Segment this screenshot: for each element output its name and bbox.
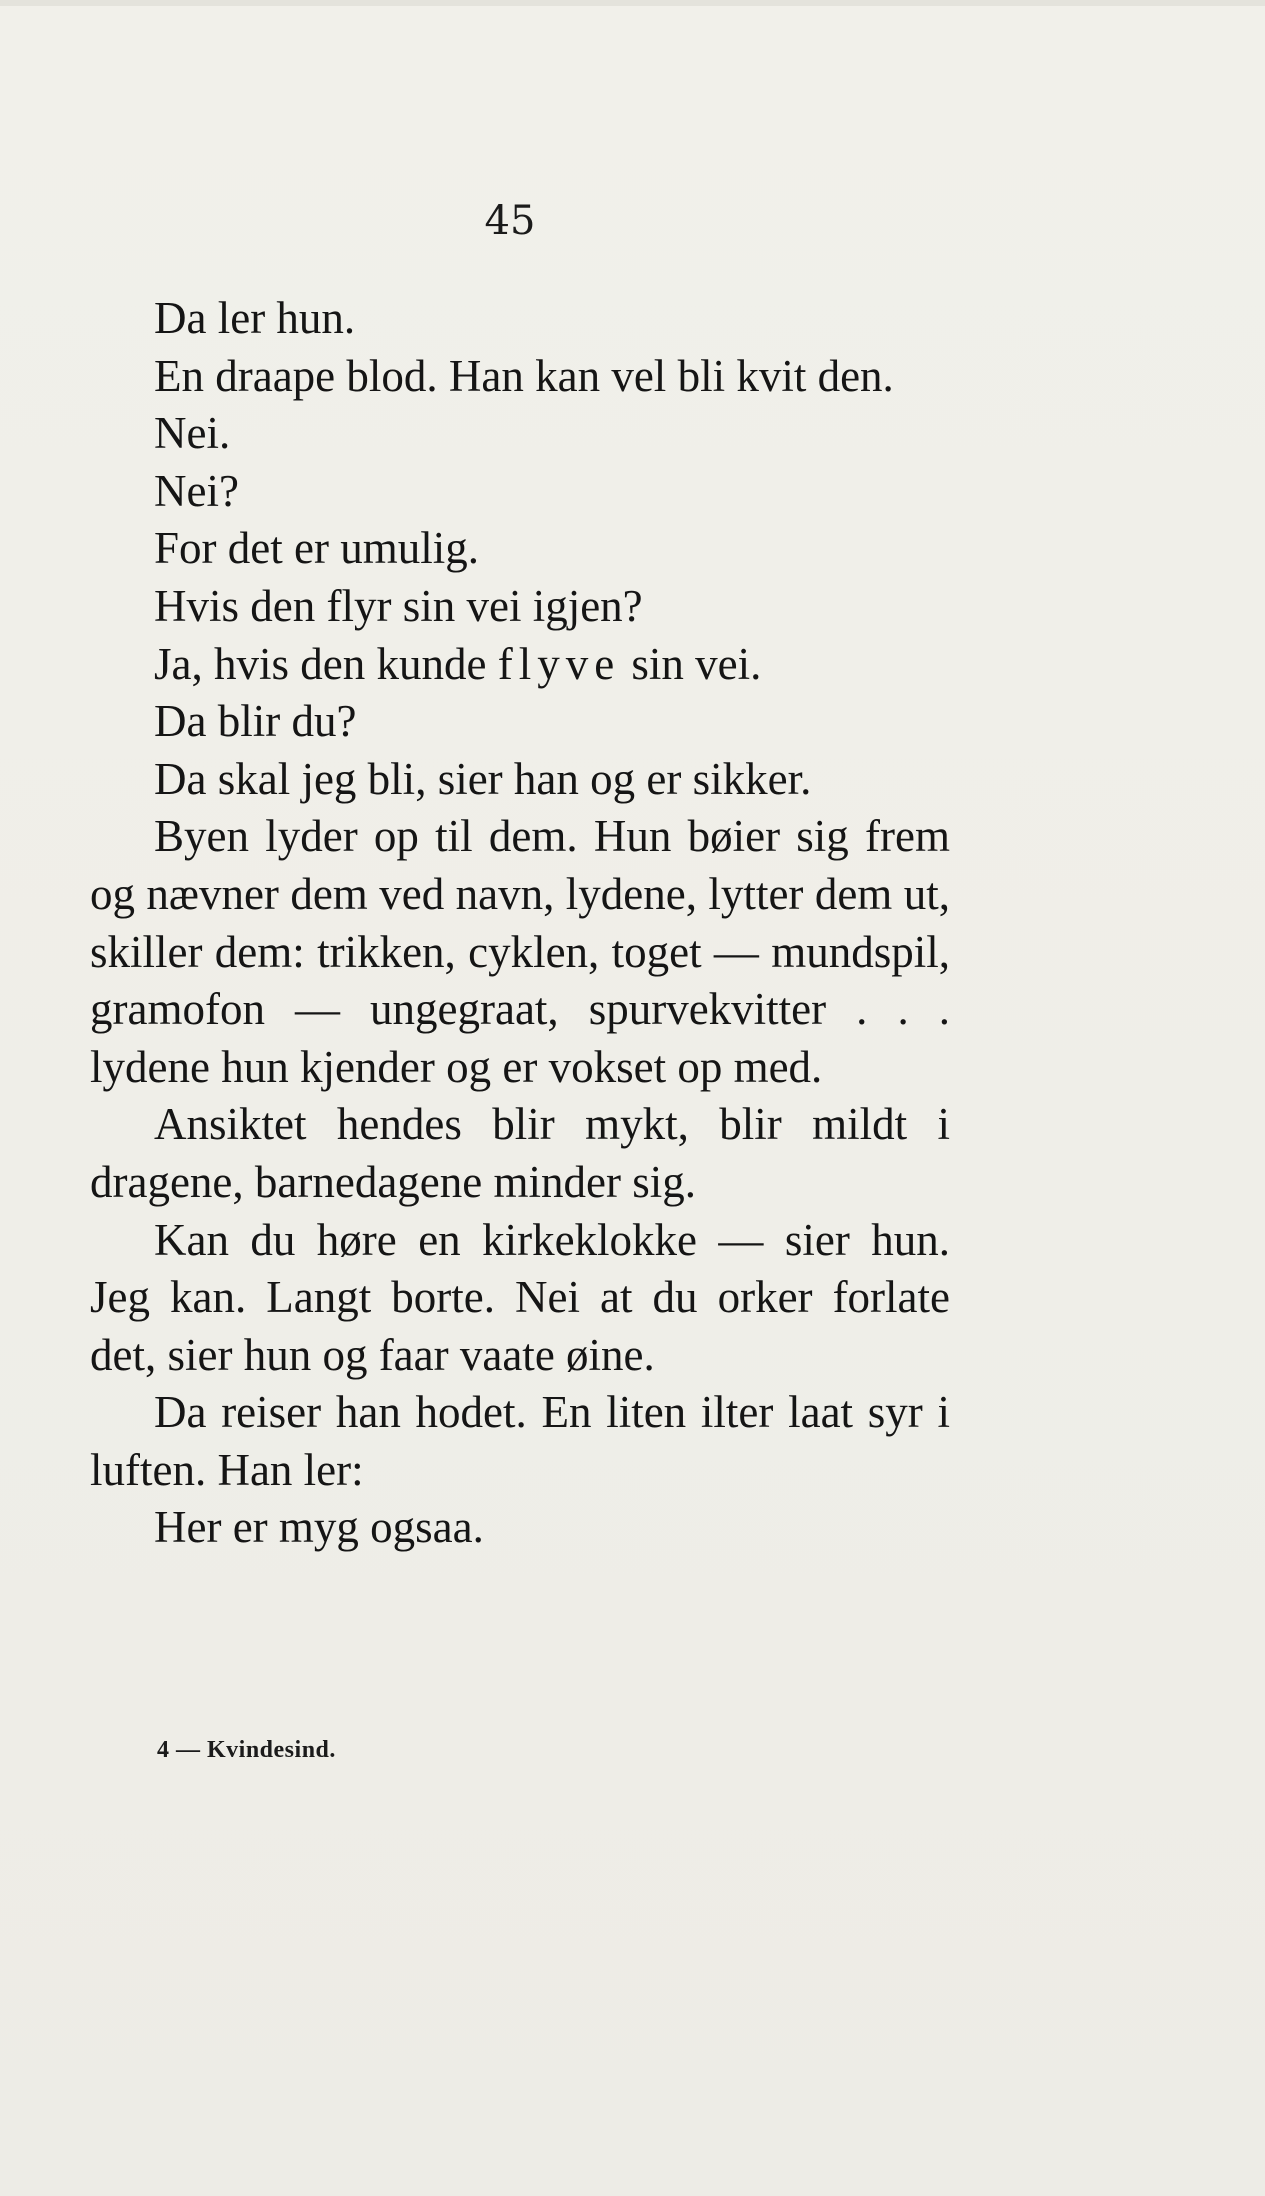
- paragraph-2: En draape blod. Han kan vel bli kvit den.: [154, 350, 894, 401]
- paragraph-6: Hvis den flyr sin vei igjen?: [154, 580, 643, 631]
- paragraph-7-before: Ja, hvis den kunde: [154, 638, 498, 689]
- paragraph-5: For det er umulig.: [154, 523, 479, 574]
- page-number: 45: [484, 198, 536, 244]
- scan-edge: [0, 0, 1265, 6]
- paragraph-13: Da reiser han hodet. En liten ilter laat syr i luften. Han ler:: [90, 1387, 950, 1495]
- body-text: [90, 290, 950, 1557]
- paragraph-10: Byen lyder op til dem. Hun bøier sig frem og nævner dem ved navn, lydene, lytter dem ut, skiller dem: trikken, cyklen, toget — mundspil, gramofon — ungegraat, spurvekvitter . . . lydene hun kjender og er vokset op med.: [90, 811, 950, 1092]
- paragraph-8: Da blir du?: [154, 696, 357, 747]
- paragraph-4: Nei?: [154, 465, 239, 516]
- paragraph-11: Ansiktet hendes blir mykt, blir mildt i dragene, barnedagene minder sig.: [90, 1099, 950, 1207]
- paragraph-12: Kan du høre en kirkeklokke — sier hun. Jeg kan. Langt borte. Nei at du orker forlate det, sier hun og faar vaate øine.: [90, 1214, 950, 1380]
- paragraph-9: Da skal jeg bli, sier han og er sikker.: [154, 753, 812, 804]
- paragraph-1: Da ler hun.: [154, 293, 356, 343]
- paragraph-14: Her er myg ogsaa.: [154, 1502, 484, 1553]
- signature-mark: 4 — Kvindesind.: [157, 1737, 336, 1763]
- paragraph-7: [90, 636, 950, 694]
- paragraph-3: Nei.: [154, 408, 231, 459]
- paragraph-7-after: sin vei.: [620, 638, 762, 689]
- spaced-emphasis: flyve: [497, 638, 621, 689]
